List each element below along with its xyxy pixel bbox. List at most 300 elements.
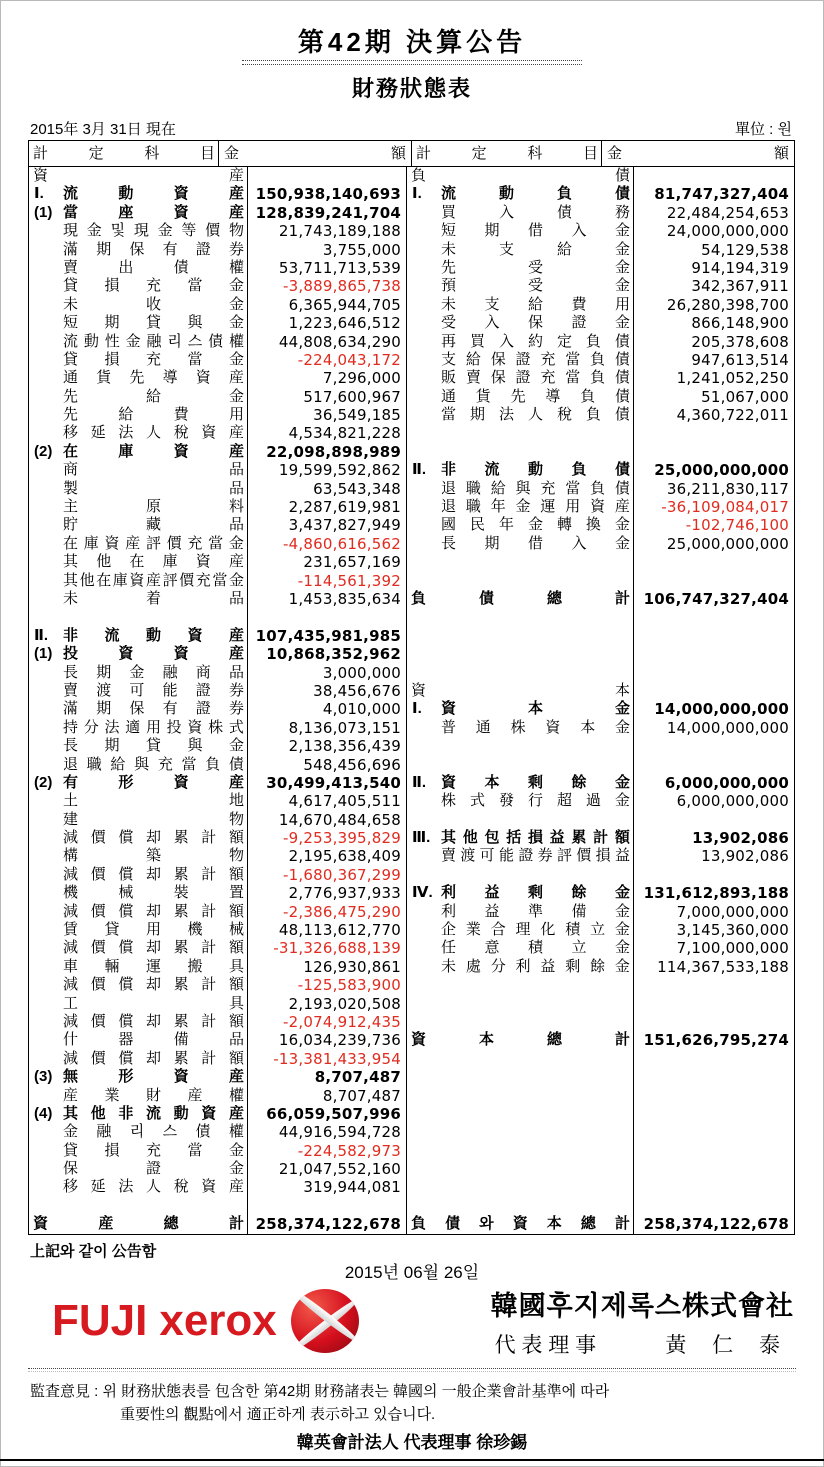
row-prefix (29, 424, 63, 442)
account-cell (407, 572, 634, 590)
account-label (441, 1160, 633, 1178)
account-label: 機 械 裝 置 (63, 884, 244, 902)
account-label: 退 職 給 與 充 當 負 債 (63, 755, 244, 773)
account-label (441, 995, 633, 1013)
account-label: 貸 損 充 當 金 (63, 350, 244, 368)
row-prefix (29, 553, 63, 571)
account-cell (29, 241, 248, 259)
account-row (29, 756, 406, 774)
account-row (407, 700, 794, 718)
row-prefix (29, 1142, 63, 1160)
account-row (407, 1160, 794, 1178)
account-row (407, 590, 794, 608)
account-row (29, 406, 406, 424)
account-row (29, 204, 406, 222)
account-cell (407, 498, 634, 516)
account-cell (29, 995, 248, 1013)
account-row (29, 976, 406, 994)
row-prefix (29, 884, 63, 902)
amount-value (634, 424, 794, 442)
account-row (29, 572, 406, 590)
row-prefix (29, 572, 63, 590)
amount-value: 6,000,000,000 (676, 792, 789, 811)
account-label: 未 處 分 利 益 剩 餘 金 (441, 957, 630, 975)
account-label (441, 553, 633, 571)
account-label: 利 益 剩 餘 金 (441, 884, 630, 902)
account-row (407, 369, 794, 387)
amount-value (634, 1178, 794, 1196)
amount-value: 6,365,944,705 (288, 295, 401, 314)
account-label: 産 業 財 産 權 (63, 1086, 244, 1104)
row-prefix (29, 1123, 63, 1141)
account-row (407, 461, 794, 479)
row-prefix (29, 719, 63, 737)
row-prefix (29, 921, 63, 939)
account-cell (407, 443, 634, 461)
amount-value: -13,381,433,954 (273, 1049, 401, 1068)
account-cell (29, 204, 248, 222)
row-prefix (407, 1178, 441, 1196)
amount-value (248, 167, 406, 185)
page-title: 第42期 決算公告 (297, 27, 527, 57)
account-label: 短 期 貸 與 金 (63, 314, 244, 332)
account-cell (29, 884, 248, 902)
row-prefix (407, 1123, 441, 1141)
account-row (407, 1087, 794, 1105)
account-cell (407, 277, 634, 295)
account-row (407, 1031, 794, 1049)
amount-value (634, 811, 794, 829)
account-cell (29, 424, 248, 442)
amount-value: 128,839,241,704 (255, 203, 401, 222)
header-account-right: 計 定 科 目 (412, 141, 602, 166)
audit-opinion-line2: 重要性의 觀點에서 適正하게 表示하고 있습니다. (120, 1406, 436, 1423)
amount-value: 13,902,086 (701, 847, 789, 866)
ceo-name: 黃 仁 泰 (665, 1333, 790, 1357)
account-label (441, 1013, 633, 1031)
account-cell (29, 756, 248, 774)
row-prefix (29, 1160, 63, 1178)
row-prefix (29, 277, 63, 295)
amount-value: 7,100,000,000 (676, 939, 789, 958)
account-label: 未 着 品 (63, 589, 244, 607)
account-label: 退 職 給 與 充 當 負 債 (441, 479, 630, 497)
account-row (29, 222, 406, 240)
account-cell (407, 222, 634, 240)
row-prefix (29, 1013, 63, 1031)
account-row (29, 167, 406, 185)
account-cell (29, 277, 248, 295)
account-cell (407, 866, 634, 884)
amount-value: 26,280,398,700 (666, 295, 789, 314)
account-label: 株 式 發 行 超 過 金 (441, 792, 630, 810)
row-prefix (407, 1142, 441, 1160)
row-prefix (407, 958, 441, 976)
amount-value: 53,711,713,539 (278, 258, 401, 277)
row-prefix (29, 995, 63, 1013)
account-cell (407, 719, 634, 737)
account-cell (407, 167, 634, 185)
amount-value (634, 645, 794, 663)
company-block (491, 1284, 794, 1359)
amount-value: 106,747,327,404 (643, 589, 789, 608)
amount-value: 131,612,893,188 (643, 884, 789, 903)
account-row (29, 1160, 406, 1178)
amount-value (634, 995, 794, 1013)
amount-value: 21,047,552,160 (278, 1160, 401, 1179)
amount-value: 1,223,646,512 (288, 314, 401, 333)
account-row (29, 535, 406, 553)
amount-value (634, 1050, 794, 1068)
account-label: 滿 期 保 有 證 券 (63, 700, 244, 718)
account-row (29, 995, 406, 1013)
account-label: 當 期 法 人 稅 負 債 (441, 406, 630, 424)
account-cell (29, 259, 248, 277)
account-row (407, 884, 794, 902)
amount-value: -125,583,900 (297, 976, 401, 995)
row-prefix (407, 664, 441, 682)
row-prefix (407, 756, 441, 774)
account-row (407, 627, 794, 645)
account-cell (407, 333, 634, 351)
account-row (407, 608, 794, 626)
row-prefix (407, 369, 441, 387)
amount-value (248, 1197, 406, 1215)
account-label: 在 庫 資 産 評 價 充 當 金 (63, 534, 244, 552)
account-cell (407, 388, 634, 406)
account-label (441, 1105, 633, 1123)
account-label: 車 輛 運 搬 具 (63, 957, 244, 975)
row-prefix (29, 737, 63, 755)
account-row (407, 222, 794, 240)
account-label (441, 737, 633, 755)
row-prefix (29, 903, 63, 921)
account-row (407, 1050, 794, 1068)
account-row (407, 259, 794, 277)
account-cell (407, 1050, 634, 1068)
row-prefix: Ⅲ. (412, 829, 431, 847)
row-prefix (407, 811, 441, 829)
account-label: 主 原 料 (63, 498, 244, 516)
amount-value (634, 976, 794, 994)
row-prefix (29, 1087, 63, 1105)
amount-value: -3,889,865,738 (283, 277, 401, 296)
account-cell (407, 829, 634, 847)
row-prefix (29, 461, 63, 479)
account-label (441, 1123, 633, 1141)
row-prefix (29, 958, 63, 976)
account-cell (407, 682, 634, 700)
amount-value: 16,034,239,736 (278, 1031, 401, 1050)
amount-value: 22,098,898,989 (266, 442, 401, 461)
account-label: 現 金 및 現 金 等 價 物 (63, 222, 244, 240)
account-cell (407, 1142, 634, 1160)
account-row (407, 774, 794, 792)
account-label: 長 期 貸 與 金 (63, 737, 244, 755)
account-cell (407, 351, 634, 369)
account-row (407, 811, 794, 829)
amount-value: 2,193,020,508 (288, 994, 401, 1013)
amount-value: 517,600,967 (303, 387, 401, 406)
account-row (29, 296, 406, 314)
account-row (29, 1215, 406, 1233)
amount-value: 48,113,612,770 (278, 921, 401, 940)
account-row (407, 1215, 794, 1233)
account-row (29, 1068, 406, 1086)
account-row (407, 277, 794, 295)
xerox-text: xerox (159, 1296, 277, 1345)
account-label: 貸 損 充 當 金 (63, 277, 244, 295)
account-cell (29, 811, 248, 829)
row-prefix (407, 333, 441, 351)
account-label: 減 價 償 却 累 計 額 (63, 829, 244, 847)
account-cell (407, 1087, 634, 1105)
amount-value: 8,707,487 (314, 1068, 401, 1087)
amount-value: 258,374,122,678 (255, 1215, 401, 1234)
account-row (407, 847, 794, 865)
fuji-text: FUJI (52, 1296, 148, 1345)
amount-value (634, 1105, 794, 1123)
account-label: 金 融 리 스 債 權 (63, 1123, 244, 1141)
account-label (441, 866, 633, 884)
account-cell (29, 847, 248, 865)
title-underline (242, 60, 582, 65)
account-row (407, 921, 794, 939)
account-row (407, 829, 794, 847)
account-label: 流 動 資 産 (63, 185, 244, 203)
amount-value: 914,194,319 (691, 258, 789, 277)
account-label (441, 572, 633, 590)
account-label: 什 器 備 品 (63, 1031, 244, 1049)
account-row (407, 553, 794, 571)
announcement-date: 2015년 06월 26일 (344, 1263, 480, 1282)
account-cell (407, 1178, 634, 1196)
account-label: 負 債 와 資 本 總 計 (411, 1215, 630, 1233)
account-cell (29, 958, 248, 976)
account-cell (29, 406, 248, 424)
account-row (29, 884, 406, 902)
account-label: 先 受 金 (441, 258, 630, 276)
row-prefix (407, 645, 441, 663)
amount-value: -114,561,392 (297, 571, 401, 590)
row-prefix: (2) (34, 442, 53, 460)
amount-value: 107,435,981,985 (255, 626, 401, 645)
account-cell (29, 167, 248, 185)
account-label: 資 産 (33, 167, 244, 184)
amount-value (634, 866, 794, 884)
account-label (441, 664, 633, 682)
account-row (407, 498, 794, 516)
account-label: 負 債 (411, 167, 630, 184)
account-cell (29, 1215, 248, 1233)
row-prefix (407, 921, 441, 939)
amount-value: -224,582,973 (297, 1141, 401, 1160)
account-row (29, 682, 406, 700)
account-cell (29, 480, 248, 498)
account-label: 持 分 法 適 用 投 資 株 式 (63, 718, 244, 736)
account-row (407, 792, 794, 810)
account-label: 賣 渡 可 能 證 券 評 價 損 益 (441, 847, 630, 865)
account-label: 非 流 動 資 産 (63, 626, 244, 644)
account-cell (407, 241, 634, 259)
account-cell (29, 498, 248, 516)
account-cell (407, 756, 634, 774)
account-cell (407, 958, 634, 976)
row-prefix (407, 1160, 441, 1178)
account-label: 普 通 株 資 本 金 (441, 718, 630, 736)
amount-value: 342,367,911 (691, 277, 789, 296)
account-label: 工 具 (63, 994, 244, 1012)
amount-value: 51,067,000 (701, 387, 789, 406)
as-of-date: 2015年 3月 31日 現在 (30, 121, 176, 138)
account-label: 非 流 動 負 債 (441, 461, 630, 479)
amount-value: 947,613,514 (691, 350, 789, 369)
account-label: 移 延 法 人 稅 資 産 (63, 424, 244, 442)
row-prefix (407, 1105, 441, 1123)
account-cell (407, 296, 634, 314)
audit-separator (28, 1368, 796, 1372)
account-row (29, 241, 406, 259)
signature-row (52, 1282, 794, 1360)
account-row (407, 939, 794, 957)
amount-value: -1,680,367,299 (283, 865, 401, 884)
account-cell (29, 296, 248, 314)
account-row (29, 829, 406, 847)
amount-value (634, 627, 794, 645)
amount-value: 81,747,327,404 (654, 185, 789, 204)
account-label: 滿 期 保 有 證 券 (63, 240, 244, 258)
account-row (29, 277, 406, 295)
account-row (29, 700, 406, 718)
account-cell (407, 608, 634, 626)
account-label: 負 債 總 計 (411, 589, 630, 607)
account-row (407, 424, 794, 442)
account-cell (407, 1123, 634, 1141)
account-label (441, 645, 633, 663)
account-row (407, 167, 794, 185)
account-cell (407, 461, 634, 479)
account-row (29, 259, 406, 277)
account-cell (29, 608, 248, 626)
account-label: 流 動 性 金 融 리 스 債 權 (63, 332, 244, 350)
amount-value: 2,138,356,439 (288, 737, 401, 756)
row-prefix (407, 866, 441, 884)
row-prefix (407, 424, 441, 442)
amount-value: 8,136,073,151 (288, 718, 401, 737)
amount-value (634, 737, 794, 755)
account-cell (407, 811, 634, 829)
amount-value: 30,499,413,540 (266, 773, 401, 792)
row-prefix (29, 939, 63, 957)
row-prefix (29, 847, 63, 865)
amount-value: 63,543,348 (313, 479, 401, 498)
account-row (407, 1178, 794, 1196)
row-prefix (407, 995, 441, 1013)
row-prefix: Ⅱ. (34, 626, 49, 644)
account-label (441, 756, 633, 774)
account-label: 資 産 總 計 (33, 1215, 244, 1233)
amount-value: 14,000,000,000 (666, 718, 789, 737)
account-label: 資 本 金 (441, 700, 630, 718)
account-row (29, 939, 406, 957)
amount-value: -2,386,475,290 (283, 902, 401, 921)
amount-value: -102,746,100 (685, 516, 789, 535)
row-prefix: (2) (34, 773, 53, 791)
account-label (441, 608, 633, 626)
account-label (441, 1197, 633, 1215)
account-label: 未 支 給 金 (441, 240, 630, 258)
account-cell (29, 774, 248, 792)
amount-value: 2,195,638,409 (288, 847, 401, 866)
account-row (29, 461, 406, 479)
account-cell (29, 719, 248, 737)
account-cell (407, 1013, 634, 1031)
header-amount-left: 金 額 (219, 141, 412, 166)
fujixerox-wordmark (52, 1296, 277, 1346)
amount-value: 4,360,722,011 (676, 406, 789, 425)
table-header-row (29, 141, 794, 167)
account-label: 製 品 (63, 479, 244, 497)
amount-value: 25,000,000,000 (654, 461, 789, 480)
amount-value: 3,000,000 (322, 663, 401, 682)
amount-value: 14,000,000,000 (654, 700, 789, 719)
row-prefix: (3) (34, 1068, 53, 1086)
row-prefix (29, 406, 63, 424)
row-prefix (29, 1050, 63, 1068)
row-prefix (29, 222, 63, 240)
account-cell (407, 921, 634, 939)
liabilities-equity-column (407, 167, 794, 1234)
row-prefix (407, 939, 441, 957)
row-prefix (407, 903, 441, 921)
account-cell (29, 829, 248, 847)
account-cell (29, 590, 248, 608)
account-label (441, 1050, 633, 1068)
account-row (29, 903, 406, 921)
amount-value: 25,000,000,000 (666, 534, 789, 553)
row-prefix (407, 406, 441, 424)
account-cell (407, 204, 634, 222)
account-cell (29, 1050, 248, 1068)
row-prefix (407, 314, 441, 332)
account-label (441, 1087, 633, 1105)
account-label: 退 職 年 金 運 用 資 産 (441, 498, 630, 516)
row-prefix (29, 314, 63, 332)
amount-value: 8,707,487 (322, 1086, 401, 1105)
row-prefix (29, 259, 63, 277)
row-prefix: (4) (34, 1104, 53, 1122)
row-prefix (407, 1087, 441, 1105)
account-row (407, 1068, 794, 1086)
account-cell (29, 1197, 248, 1215)
amount-value: -9,253,395,829 (283, 829, 401, 848)
account-label: 減 價 償 却 累 計 額 (63, 902, 244, 920)
amount-value: 3,755,000 (322, 240, 401, 259)
account-cell (407, 939, 634, 957)
row-prefix (29, 664, 63, 682)
account-label: 土 地 (63, 792, 244, 810)
amount-value: 866,148,900 (691, 314, 789, 333)
account-row (29, 388, 406, 406)
account-label: 流 動 負 債 (441, 185, 630, 203)
account-cell (407, 553, 634, 571)
account-cell (407, 424, 634, 442)
account-cell (407, 903, 634, 921)
account-label (63, 1197, 247, 1215)
account-row (407, 1105, 794, 1123)
account-cell (407, 884, 634, 902)
account-label (441, 424, 633, 442)
